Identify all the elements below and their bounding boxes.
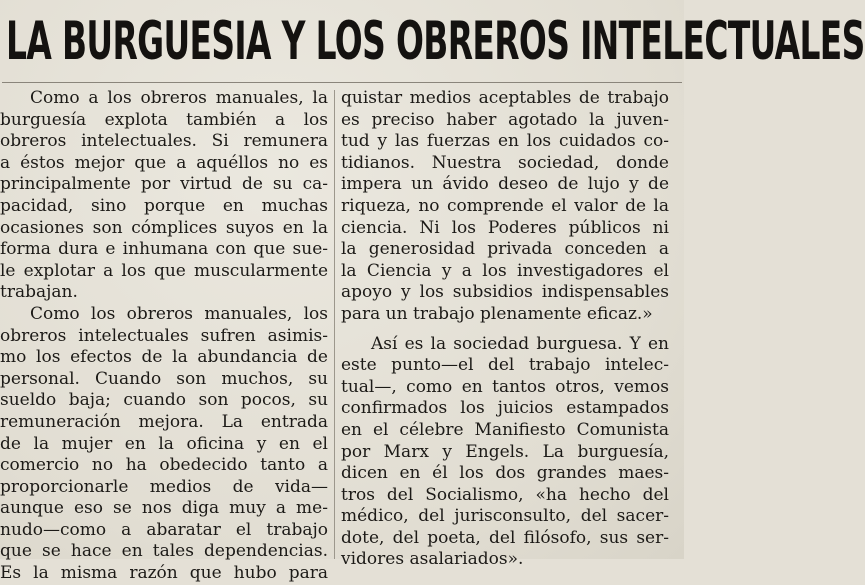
- text-line: comercio no ha obedecido tanto a: [0, 455, 328, 476]
- left-column: [0, 88, 328, 585]
- text-line: tud y las fuerzas en los cuidados co-: [341, 131, 669, 152]
- text-line: la Ciencia y a los investigadores el: [341, 260, 669, 281]
- text-line: aunque eso se nos diga muy a me-: [0, 498, 328, 519]
- text-line: sueldo baja; cuando son pocos, su: [0, 390, 328, 411]
- text-line: quistar medios aceptables de trabajo: [341, 88, 669, 108]
- text-line: burguesía explota también a los: [0, 109, 328, 130]
- text-line: este punto—el del trabajo intelec-: [341, 355, 669, 376]
- text-line: mo los efectos de la abundancia de: [0, 347, 328, 368]
- column-divider: [334, 90, 335, 559]
- text-line: principalmente por virtud de su ca-: [0, 174, 328, 195]
- text-line: es preciso haber agotado la juven-: [341, 109, 669, 130]
- text-line: tual—, como en tantos otros, vemos: [341, 376, 669, 397]
- text-line: tros del Socialismo, «ha hecho del: [341, 484, 669, 505]
- text-line: para un trabajo plenamente eficaz.»: [341, 303, 653, 324]
- text-line: forma dura e inhumana con que sue-: [0, 239, 328, 260]
- text-line: le explotar a los que muscularmente: [0, 260, 328, 281]
- text-line: médico, del jurisconsulto, del sacer-: [341, 506, 669, 527]
- text-line: vidores asalariados».: [341, 549, 524, 570]
- text-line: impera un ávido deseo de lujo y de: [341, 174, 669, 195]
- headline-rule: [2, 82, 682, 83]
- text-line: por Marx y Engels. La burguesía,: [341, 441, 669, 462]
- text-line: que se hace en tales dependencias.: [0, 541, 328, 562]
- headline: LA BURGUESIA Y LOS OBREROS INTELECTUALES: [6, 11, 865, 72]
- text-line: remuneración mejora. La entrada: [0, 411, 328, 432]
- text-line: en el célebre Manifiesto Comunista: [341, 419, 669, 440]
- text-line: riqueza, no comprende el valor de la: [341, 195, 669, 216]
- text-line: Así es la sociedad burguesa. Y en: [371, 333, 669, 354]
- text-line: ocasiones son cómplices suyos en la: [0, 217, 328, 238]
- text-line: Como a los obreros manuales, la: [30, 88, 328, 108]
- text-line: obreros intelectuales sufren asimis-: [0, 325, 328, 346]
- text-line: tidianos. Nuestra sociedad, donde: [341, 152, 669, 173]
- text-line: obreros intelectuales. Si remunera: [0, 131, 328, 152]
- text-line: de la mujer en la oficina y en el: [0, 433, 328, 454]
- text-line: trabajan.: [0, 282, 78, 303]
- text-line: Como los obreros manuales, los: [30, 303, 328, 324]
- text-line: proporcionarle medios de vida—: [0, 476, 328, 497]
- text-line: dicen en él los dos grandes maes-: [341, 463, 669, 484]
- text-line: Es la misma razón que hubo para: [0, 563, 328, 584]
- text-line: dote, del poeta, del filósofo, sus ser-: [341, 527, 669, 548]
- right-column: [341, 88, 669, 571]
- text-line: personal. Cuando son muchos, su: [0, 368, 328, 389]
- text-line: la generosidad privada conceden a: [341, 239, 669, 260]
- text-line: nudo—como a abaratar el trabajo: [0, 519, 328, 540]
- text-line: apoyo y los subsidios indispensables: [341, 282, 669, 303]
- text-line: ciencia. Ni los Poderes públicos ni: [341, 217, 669, 238]
- paragraph-gap: [341, 326, 669, 334]
- text-line: a éstos mejor que a aquéllos no es: [0, 152, 328, 173]
- text-line: pacidad, sino porque en muchas: [0, 195, 328, 216]
- text-line: confirmados los juicios estampados: [341, 398, 669, 419]
